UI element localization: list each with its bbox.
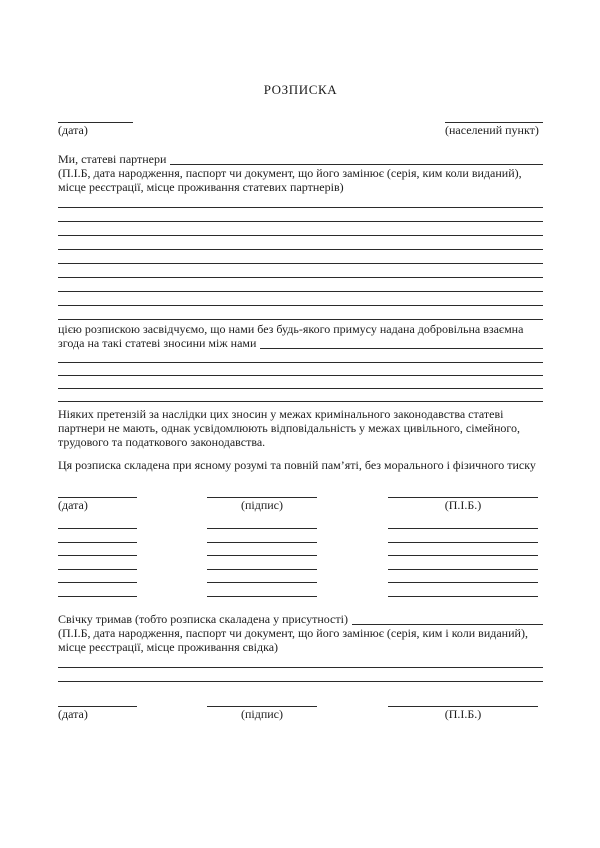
witness-signature-lines-row [58, 694, 543, 707]
date-fill-line[interactable] [58, 110, 133, 123]
signature-sign-fill-line[interactable] [207, 543, 317, 557]
attestation-line1: цією розпискою засвідчуємо, що нами без будь-якого примусу надана добровільна взаємна [58, 322, 524, 336]
witness-sign-label: (підпис) [240, 706, 284, 721]
column-gap [137, 570, 207, 584]
witness-note-line2: місце реєстрації, місце проживання свідка) [58, 639, 279, 654]
witness-signature-labels-row [58, 707, 543, 721]
document-content [58, 0, 543, 721]
column-gap [317, 485, 388, 498]
settlement-field [445, 110, 543, 137]
column-gap [317, 543, 388, 557]
signature-sign-fill-line[interactable] [207, 516, 317, 530]
signature-date-label: (дата) [58, 498, 88, 512]
settlement-label: (населений пункт) [445, 123, 539, 137]
signature-lines-row [58, 543, 543, 557]
signature-date-fill-line[interactable] [58, 543, 137, 557]
partners-details-blank-line[interactable] [58, 236, 543, 250]
signature-lines-row [58, 516, 543, 530]
witness-note-line1: (П.І.Б, дата народження, паспорт чи документ, що його замінює (серія, ким і коли виданий), [58, 625, 528, 640]
witness-intro-text: Свічку тримав (тобто розписка скаладена у присутності) [58, 611, 348, 626]
signature-lines-row [58, 570, 543, 584]
signature-sign-fill-line[interactable] [207, 556, 317, 570]
column-gap [317, 694, 388, 707]
signature-name-fill-line[interactable] [388, 570, 538, 584]
partners-note-line1: (П.І.Б, дата народження, паспорт чи документ, що його замінює (серія, ким коли виданий), [58, 166, 522, 180]
signature-name-fill-line[interactable] [388, 583, 538, 597]
partners-details-blank-line[interactable] [58, 306, 543, 320]
partners-intro-row [58, 152, 543, 166]
attestation-fill-line[interactable] [260, 336, 543, 349]
signature-date-fill-line[interactable] [58, 556, 137, 570]
signature-date-fill-line[interactable] [58, 583, 137, 597]
signature-name-fill-line[interactable] [388, 556, 538, 570]
consent-details-blank-line[interactable] [58, 350, 543, 363]
column-gap [538, 498, 543, 512]
column-gap [137, 485, 207, 498]
witness-details-blank-line[interactable] [58, 668, 543, 682]
column-gap [538, 694, 543, 707]
signature-lines-row [58, 529, 543, 543]
witness-sign-fill-line[interactable] [207, 694, 317, 707]
date-field [58, 110, 133, 137]
attestation-row [58, 336, 543, 350]
column-gap [317, 556, 388, 570]
claims-line3: трудового та податкового законодавства. [58, 435, 266, 449]
column-gap [538, 583, 543, 597]
partners-details-blank-line[interactable] [58, 208, 543, 222]
signature-date-fill-line[interactable] [58, 516, 137, 530]
column-gap [137, 543, 207, 557]
partners-details-blank-line[interactable] [58, 194, 543, 208]
witness-intro-row [58, 612, 543, 626]
signature-lines-row [58, 485, 543, 498]
column-gap [317, 583, 388, 597]
column-gap [538, 485, 543, 498]
witness-date-label: (дата) [58, 706, 88, 721]
sound-mind-statement: Ця розписка складена при ясному розумі та повній пам’яті, без морального і фізичного тиску [58, 458, 536, 472]
claims-line2: партнери не мають, однак усвідомлюють відповідальність у межах цивільного, сімейного, [58, 421, 520, 435]
attestation-line2: згода на такі статеві зносини між нами [58, 336, 257, 350]
partners-details-blank-line[interactable] [58, 278, 543, 292]
column-gap [137, 707, 207, 721]
claims-line1: Ніяких претензій за наслідки цих зносин у межах кримінального законодавства статеві [58, 407, 504, 421]
signature-date-fill-line[interactable] [58, 570, 137, 584]
column-gap [137, 583, 207, 597]
column-gap [538, 556, 543, 570]
column-gap [538, 707, 543, 721]
partners-details-lines [58, 194, 543, 320]
settlement-fill-line[interactable] [445, 110, 543, 123]
column-gap [137, 694, 207, 707]
column-gap [137, 498, 207, 512]
partners-note-line2: місце реєстрації, місце проживання статевих партнерів) [58, 180, 344, 194]
witness-name-label: (П.І.Б.) [444, 706, 482, 721]
column-gap [137, 516, 207, 530]
signature-lines-row [58, 583, 543, 597]
signature-name-label: (П.І.Б.) [444, 498, 482, 512]
signature-labels-row [58, 498, 543, 512]
partners-intro-text: Ми, статеві партнери [58, 152, 167, 166]
header-row [58, 110, 543, 137]
document-title: РОЗПИСКА [263, 82, 338, 97]
column-gap [317, 498, 388, 512]
signature-sign-fill-line[interactable] [207, 485, 317, 498]
witness-details-lines [58, 655, 543, 682]
column-gap [317, 516, 388, 530]
partners-names-fill-line[interactable] [170, 152, 543, 165]
witness-date-fill-line[interactable] [58, 694, 137, 707]
signature-lines-row [58, 556, 543, 570]
signature-date-fill-line[interactable] [58, 485, 137, 498]
partners-details-blank-line[interactable] [58, 292, 543, 306]
signature-sign-fill-line[interactable] [207, 529, 317, 543]
column-gap [538, 516, 543, 530]
witness-name-line[interactable] [388, 694, 538, 707]
column-gap [538, 570, 543, 584]
column-gap [317, 570, 388, 584]
signature-name-fill-line[interactable] [388, 485, 538, 498]
partners-details-blank-line[interactable] [58, 222, 543, 236]
consent-details-blank-line[interactable] [58, 376, 543, 389]
partners-details-blank-line[interactable] [58, 264, 543, 278]
date-label: (дата) [58, 123, 88, 137]
partners-details-blank-line[interactable] [58, 250, 543, 264]
signature-sign-label: (підпис) [240, 498, 284, 512]
signature-name-fill-line[interactable] [388, 543, 538, 557]
signature-sign-fill-line[interactable] [207, 583, 317, 597]
column-gap [538, 543, 543, 557]
column-gap [137, 529, 207, 543]
signature-extra-rows [58, 516, 543, 597]
witness-name-fill-line[interactable] [352, 612, 543, 625]
consent-details-blank-line[interactable] [58, 363, 543, 376]
column-gap [137, 556, 207, 570]
signature-name-fill-line[interactable] [388, 516, 538, 530]
signature-name-fill-line[interactable] [388, 529, 538, 543]
consent-details-blank-line[interactable] [58, 389, 543, 402]
signature-date-fill-line[interactable] [58, 529, 137, 543]
consent-details-lines [58, 350, 543, 402]
column-gap [538, 529, 543, 543]
column-gap [317, 529, 388, 543]
column-gap [317, 707, 388, 721]
signature-sign-fill-line[interactable] [207, 570, 317, 584]
witness-details-blank-line[interactable] [58, 655, 543, 669]
